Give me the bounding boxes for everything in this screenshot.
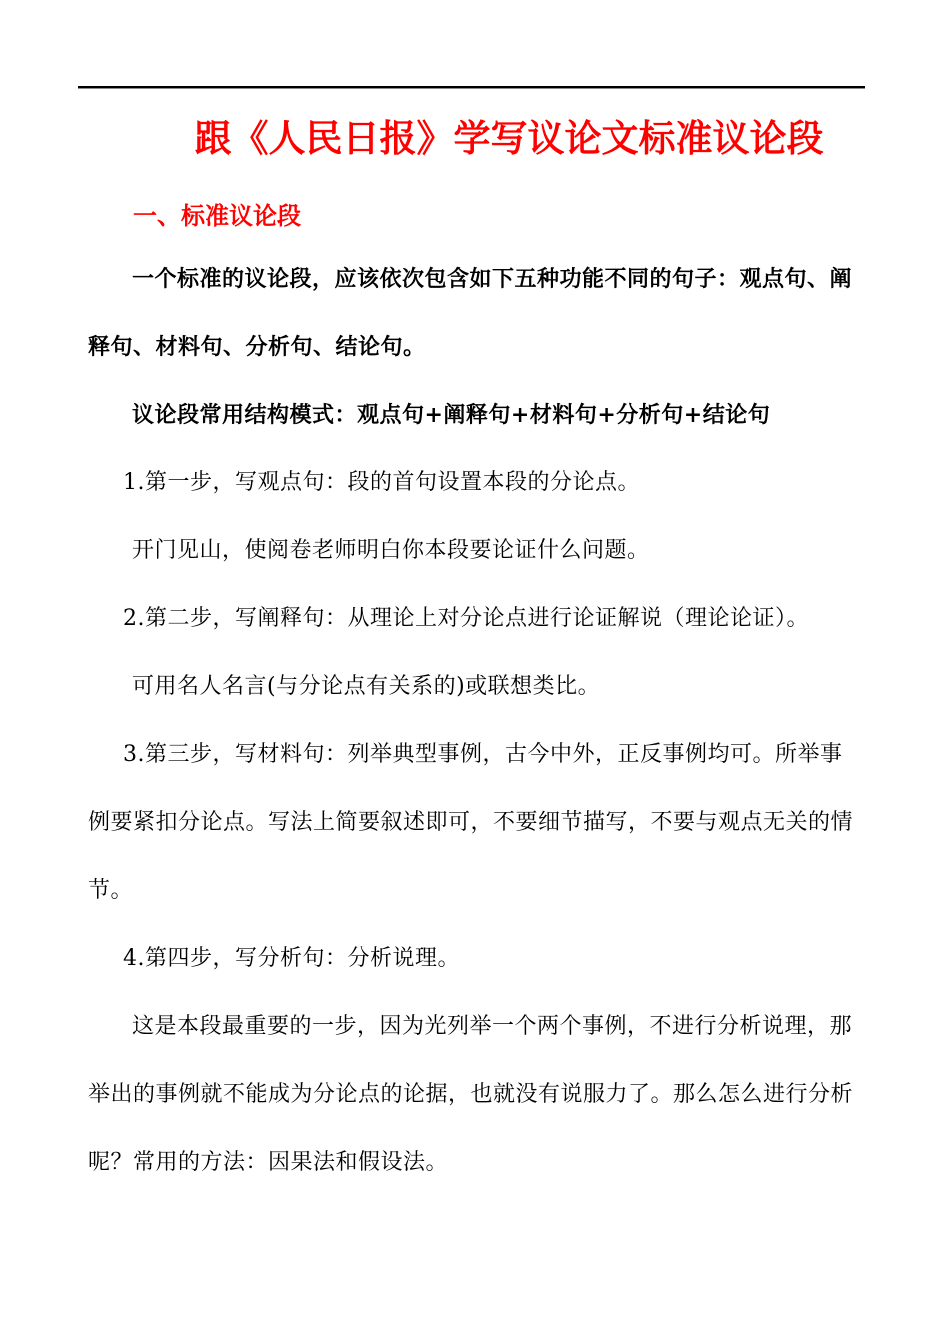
- text-line: 议论段常用结构模式：观点句+阐释句+材料句+分析句+结论句: [132, 402, 771, 428]
- text-line: 举出的事例就不能成为分论点的论据，也就没有说服力了。那么怎么进行分析: [88, 1082, 854, 1107]
- document-title: 跟《人民日报》学写议论文标准议论段: [194, 116, 824, 160]
- text-line: 释句、材料句、分析句、结论句。: [88, 334, 426, 360]
- text-line: 开门见山，使阅卷老师明白你本段要论证什么问题。: [132, 538, 650, 563]
- text-line: 呢？常用的方法：因果法和假设法。: [88, 1150, 449, 1175]
- text-line: 可用名人名言(与分论点有关系的)或联想类比。: [132, 674, 601, 699]
- text-line: 一个标准的议论段，应该依次包含如下五种功能不同的句子：观点句、阐: [132, 266, 853, 292]
- text-line: 4.第四步，写分析句：分析说理。: [123, 946, 460, 971]
- document-body: [88, 245, 878, 1197]
- text-line: 2.第二步，写阐释句：从理论上对分论点进行论证解说（理论论证）。: [123, 606, 809, 631]
- text-line: 例要紧扣分论点。写法上简要叙述即可，不要细节描写，不要与观点无关的情: [88, 810, 854, 835]
- horizontal-rule: [78, 86, 865, 89]
- text-line: 1.第一步，写观点句：段的首句设置本段的分论点。: [123, 470, 640, 495]
- section-heading: 一、标准议论段: [133, 202, 301, 230]
- text-line: 节。: [88, 878, 134, 903]
- text-line: 3.第三步，写材料句：列举典型事例，古今中外，正反事例均可。所举事: [123, 742, 843, 767]
- text-line: 这是本段最重要的一步，因为光列举一个两个事例，不进行分析说理，那: [132, 1014, 853, 1039]
